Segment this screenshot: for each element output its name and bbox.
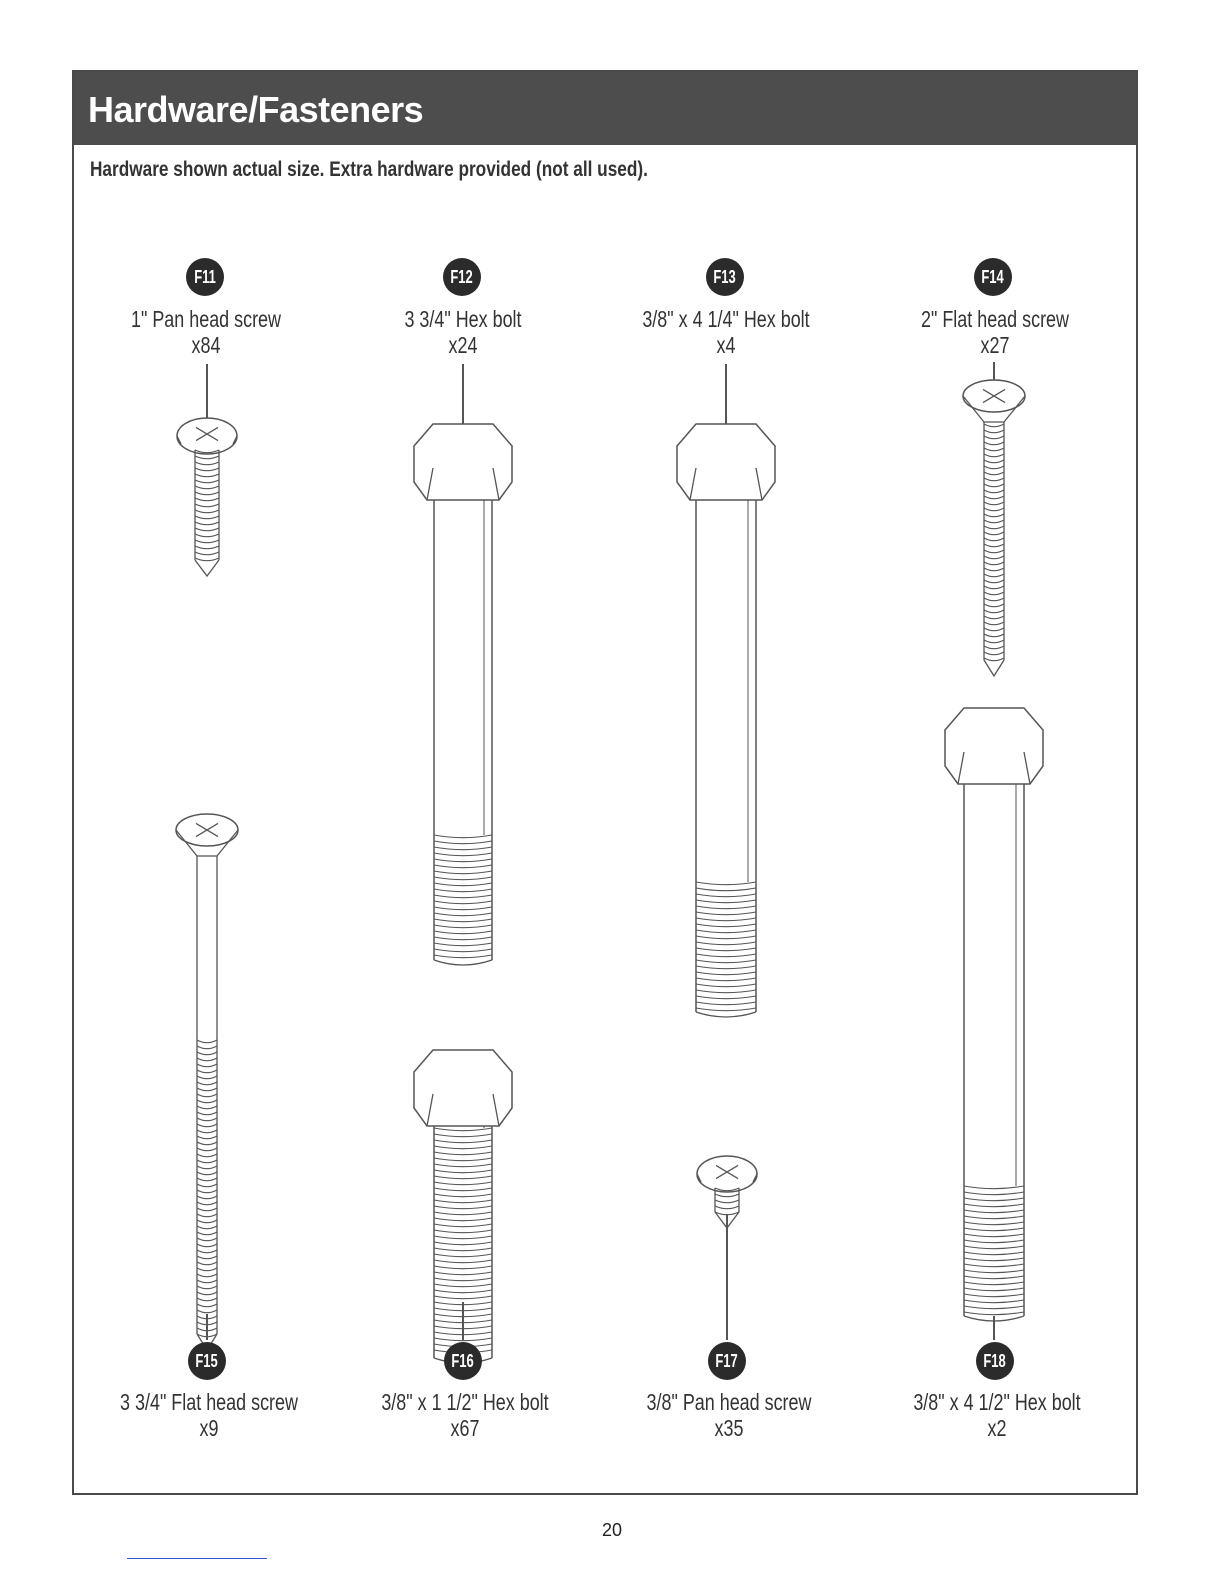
f17-screw-drawing (697, 1156, 757, 1340)
part-quantity: x24 (448, 332, 478, 358)
f13-bolt-drawing (677, 364, 775, 1017)
part-name: 3 3/4" Hex bolt (404, 306, 522, 332)
part-name: 3 3/4" Flat head screw (120, 1389, 298, 1415)
f18-bolt-drawing (945, 708, 1043, 1340)
part-quantity: x27 (980, 332, 1010, 358)
part-quantity: x35 (714, 1415, 744, 1441)
part-quantity: x2 (987, 1415, 1007, 1441)
part-badge-f18: F18 (976, 1342, 1014, 1380)
f12-bolt-drawing (414, 364, 512, 965)
hardware-note: Hardware shown actual size. Extra hardware provided (not all used). (90, 158, 648, 181)
part-label-f15 (69, 1389, 349, 1441)
part-label-f17 (589, 1389, 869, 1441)
part-name: 3/8" x 4 1/4" Hex bolt (642, 306, 810, 332)
part-badge-f11: F11 (186, 258, 224, 296)
part-quantity: x9 (199, 1415, 219, 1441)
part-badge-f16: F16 (444, 1342, 482, 1380)
part-name: 3/8" x 1 1/2" Hex bolt (381, 1389, 549, 1415)
part-label-f12 (323, 306, 603, 358)
part-label-f13 (586, 306, 866, 358)
f11-screw-drawing (177, 364, 237, 576)
part-name: 3/8" x 4 1/2" Hex bolt (913, 1389, 1081, 1415)
part-badge-f15: F15 (188, 1342, 226, 1380)
part-label-f16 (325, 1389, 605, 1441)
part-badge-f12: F12 (443, 258, 481, 296)
part-quantity: x67 (450, 1415, 480, 1441)
part-name: 1" Pan head screw (131, 306, 281, 332)
page-number: 20 (601, 1520, 623, 1540)
part-name: 2" Flat head screw (921, 306, 1069, 332)
link-underline (127, 1558, 267, 1559)
part-badge-f14: F14 (974, 258, 1012, 296)
part-badge-f13: F13 (706, 258, 744, 296)
f15-screw-drawing (176, 814, 238, 1350)
part-label-f11 (66, 306, 346, 358)
part-name: 3/8" Pan head screw (646, 1389, 812, 1415)
part-label-f18 (857, 1389, 1137, 1441)
part-label-f14 (855, 306, 1135, 358)
f14-screw-drawing (963, 362, 1025, 676)
part-badge-f17: F17 (708, 1342, 746, 1380)
page-title: Hardware/Fasteners (88, 89, 424, 130)
f16-bolt-drawing (414, 1050, 512, 1363)
part-quantity: x84 (191, 332, 221, 358)
part-quantity: x4 (716, 332, 736, 358)
